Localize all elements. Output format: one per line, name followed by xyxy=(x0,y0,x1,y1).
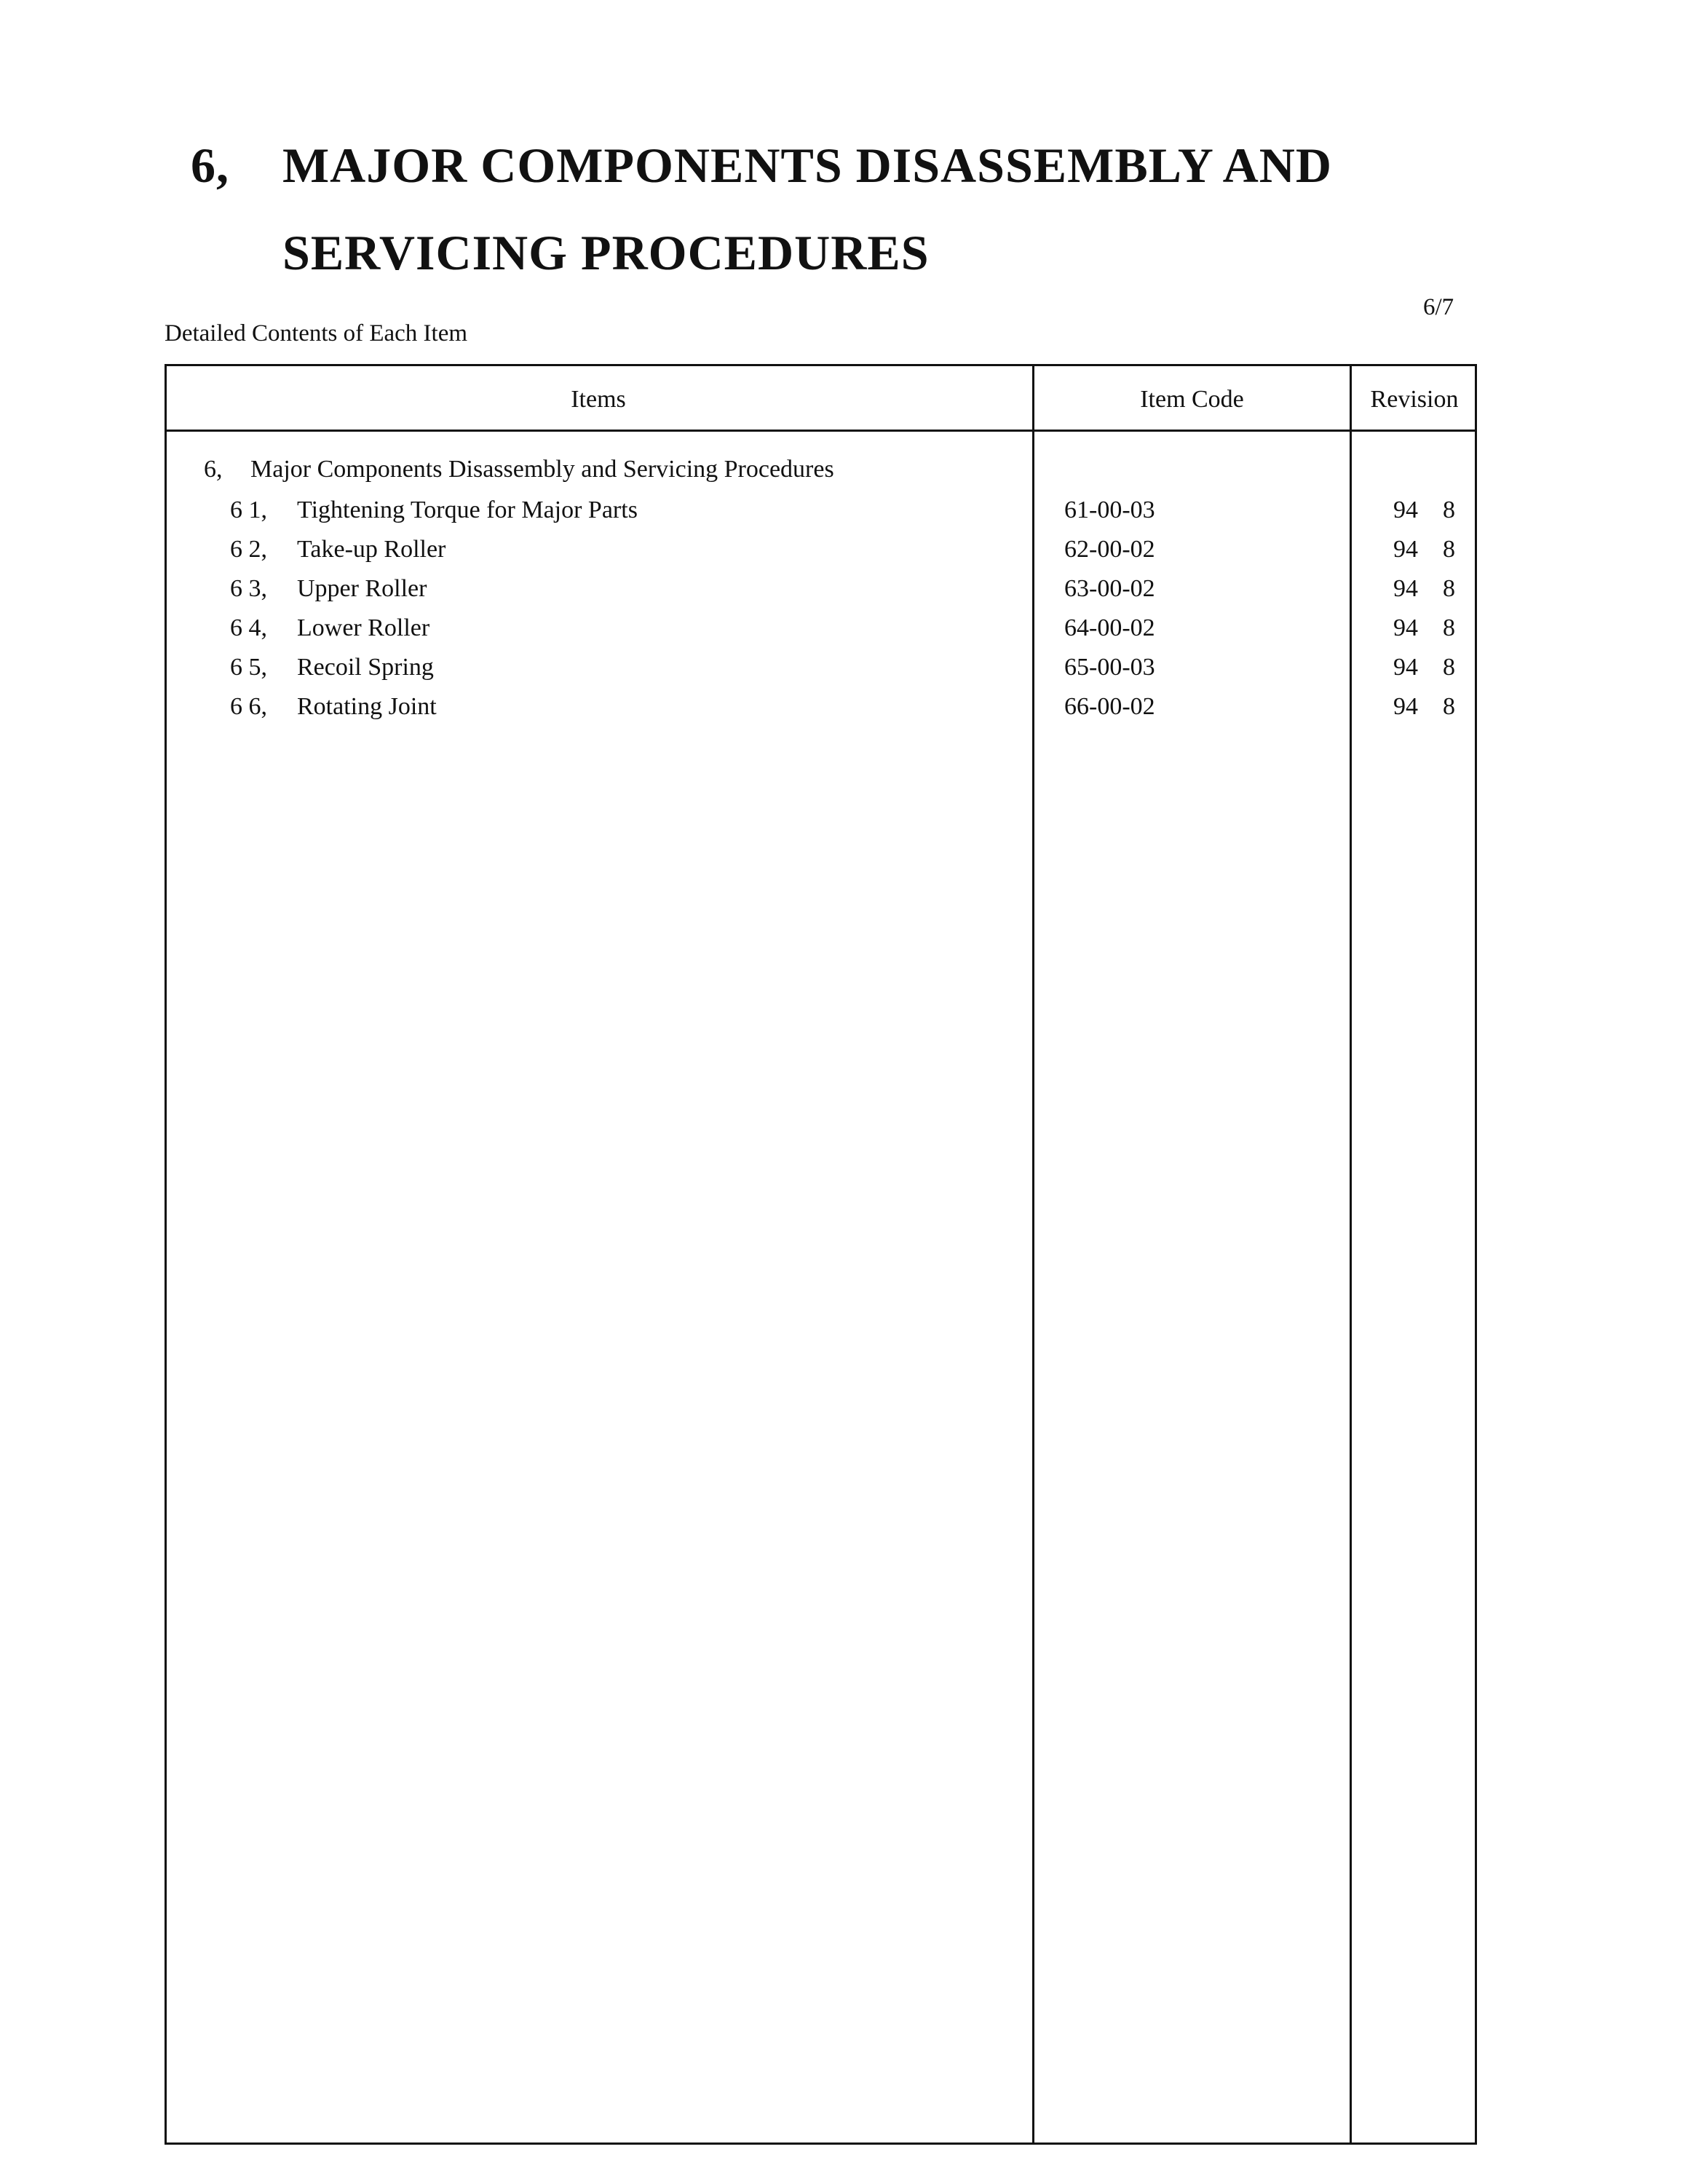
heading-number: 6, xyxy=(191,138,229,193)
row-number: 6 2, xyxy=(230,536,267,563)
row-revision-year: 94 xyxy=(1393,496,1418,523)
header-divider xyxy=(165,430,1477,432)
row-item-code: 62-00-02 xyxy=(1064,536,1155,563)
row-title: Take-up Roller xyxy=(297,536,446,563)
column-header-revision: Revision xyxy=(1370,386,1459,413)
row-item-code: 61-00-03 xyxy=(1064,496,1155,523)
column-header-items: Items xyxy=(571,386,626,413)
row-revision-month: 8 xyxy=(1443,496,1455,523)
row-item-code: 63-00-02 xyxy=(1064,575,1155,602)
heading-title-line-1: MAJOR COMPONENTS DISASSEMBLY AND xyxy=(282,138,1332,193)
subtitle: Detailed Contents of Each Item xyxy=(165,320,468,347)
section-title: Major Components Disassembly and Servicing Procedures xyxy=(250,456,834,483)
row-number: 6 4, xyxy=(230,614,267,641)
row-item-code: 64-00-02 xyxy=(1064,614,1155,641)
row-item-code: 66-00-02 xyxy=(1064,693,1155,720)
heading-title-line-2: SERVICING PROCEDURES xyxy=(282,225,930,280)
row-revision-month: 8 xyxy=(1443,654,1455,681)
row-revision-month: 8 xyxy=(1443,614,1455,641)
row-revision-year: 94 xyxy=(1393,575,1418,602)
row-revision-month: 8 xyxy=(1443,536,1455,563)
page-number: 6/7 xyxy=(1423,294,1454,320)
row-revision-year: 94 xyxy=(1393,693,1418,720)
row-revision-month: 8 xyxy=(1443,693,1455,720)
section-number: 6, xyxy=(204,456,223,483)
column-divider-revision xyxy=(1350,364,1352,2145)
row-number: 6 6, xyxy=(230,693,267,720)
row-title: Lower Roller xyxy=(297,614,430,641)
row-number: 6 5, xyxy=(230,654,267,681)
row-revision-year: 94 xyxy=(1393,614,1418,641)
row-number: 6 1, xyxy=(230,496,267,523)
row-item-code: 65-00-03 xyxy=(1064,654,1155,681)
column-header-item-code: Item Code xyxy=(1140,386,1244,413)
row-number: 6 3, xyxy=(230,575,267,602)
column-divider-code xyxy=(1032,364,1034,2145)
row-title: Upper Roller xyxy=(297,575,427,602)
row-revision-year: 94 xyxy=(1393,536,1418,563)
row-title: Recoil Spring xyxy=(297,654,434,681)
row-revision-month: 8 xyxy=(1443,575,1455,602)
row-title: Tightening Torque for Major Parts xyxy=(297,496,638,523)
row-revision-year: 94 xyxy=(1393,654,1418,681)
row-title: Rotating Joint xyxy=(297,693,437,720)
